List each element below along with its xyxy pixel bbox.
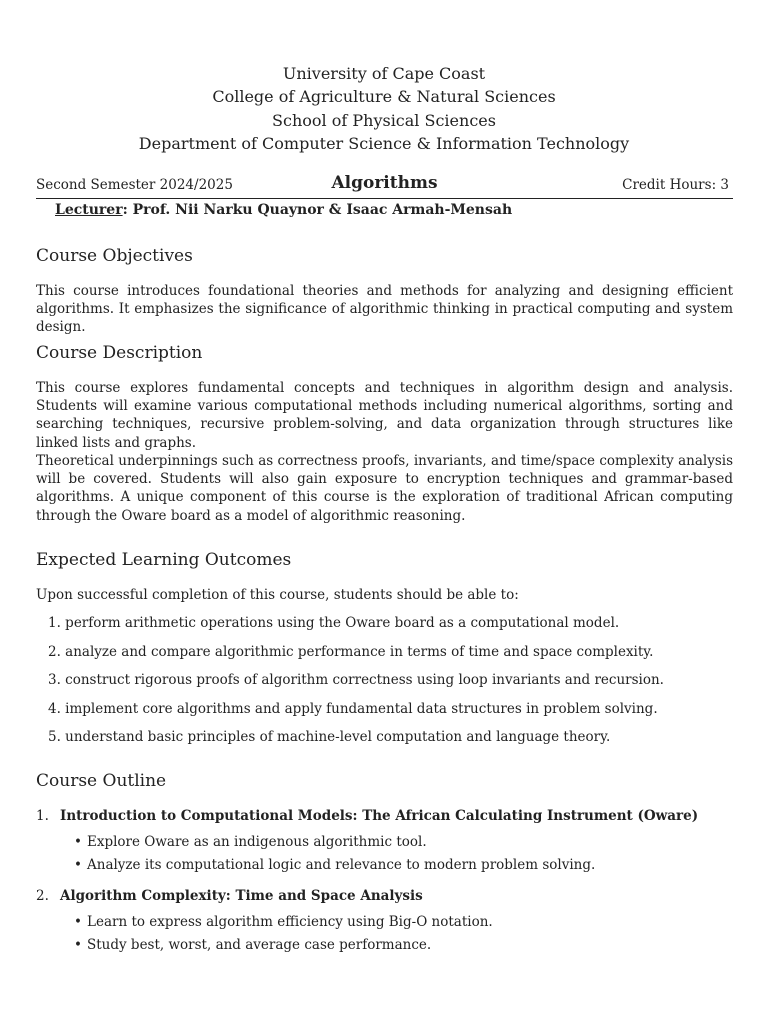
description-heading: Course Description [36,343,203,363]
topic-bullets [36,913,733,959]
bullet-icon: • [74,914,82,930]
bullet-icon: • [74,834,82,850]
outcome-item: 1. perform arithmetic operations using the Oware board as a computational model. [48,615,620,631]
bullet-item: • Study best, worst, and average case performance. [74,937,432,953]
objectives-text: This course introduces foundational theories and methods for analyzing and designing efficient algorithms. It emphasizes the significance of algorithmic thinking in practical computing and system design. [36,283,733,336]
bullet-icon: • [74,937,82,953]
bullet-item: • Explore Oware as an indigenous algorithmic tool. [74,834,427,850]
institution-header [0,62,768,155]
objectives-heading: Course Objectives [36,246,193,266]
topic-title: Introduction to Computational Models: The African Calculating Instrument (Oware) [60,808,699,824]
outline-topic [36,887,733,959]
outcome-item: 4. implement core algorithms and apply fundamental data structures in problem solving. [48,700,658,717]
lecturer-line: Lecturer: Prof. Nii Narku Quaynor & Isaac Armah-Mensah [55,202,513,218]
outcomes-list [48,614,728,757]
outcome-item: 2. analyze and compare algorithmic performance in terms of time and space complexity. [48,643,654,660]
college-name: College of Agriculture & Natural Sciences [212,87,556,107]
university-name: University of Cape Coast [282,64,486,83]
outline-heading: Course Outline [36,771,167,791]
bullet-icon: • [74,857,82,873]
outcome-item: 3. construct rigorous proofs of algorithm correctness using loop invariants and recursion. [48,672,664,688]
description-paragraph: This course explores fundamental concepts and techniques in algorithm design and analysis. Students will examine various computational methods including numerical algorithms, sorting and searching techniques, recursive problem-solving, and data organization through structures like linked lists and graphs. [36,380,733,451]
outcome-item: 5. understand basic principles of machine-level computation and language theory. [48,729,611,745]
topic-bullets [36,833,733,879]
outcomes-heading: Expected Learning Outcomes [36,550,292,570]
topic-title: Algorithm Complexity: Time and Space Analysis [60,888,423,904]
topic-number: 1. [36,808,49,824]
outline-topic [36,807,733,879]
outline-list [36,807,733,967]
credit-hours: Credit Hours: 3 [622,177,729,193]
semester-label: Second Semester 2024/2025 [36,177,233,193]
course-info-row [36,172,733,199]
lecturer-label: Lecturer [55,202,123,218]
course-title: Algorithms [331,173,438,193]
description-paragraph: Theoretical underpinnings such as correctness proofs, invariants, and time/space complexity analysis will be covered. Students will also gain exposure to encryption techniques and grammar-based algorithms. A unique component of this course is the exploration of traditional African computing through the Oware board as a model of algorithmic reasoning. [36,453,733,524]
school-name: School of Physical Sciences [272,110,496,130]
bullet-item: • Analyze its computational logic and relevance to modern problem solving. [74,857,596,873]
lecturer-names: Prof. Nii Narku Quaynor & Isaac Armah-Mensah [132,202,513,218]
bullet-item: • Learn to express algorithm efficiency using Big-O notation. [74,914,493,930]
outcomes-intro: Upon successful completion of this course, students should be able to: [36,587,519,603]
topic-number: 2. [36,888,49,904]
department-name: Department of Computer Science & Information Technology [138,133,630,153]
